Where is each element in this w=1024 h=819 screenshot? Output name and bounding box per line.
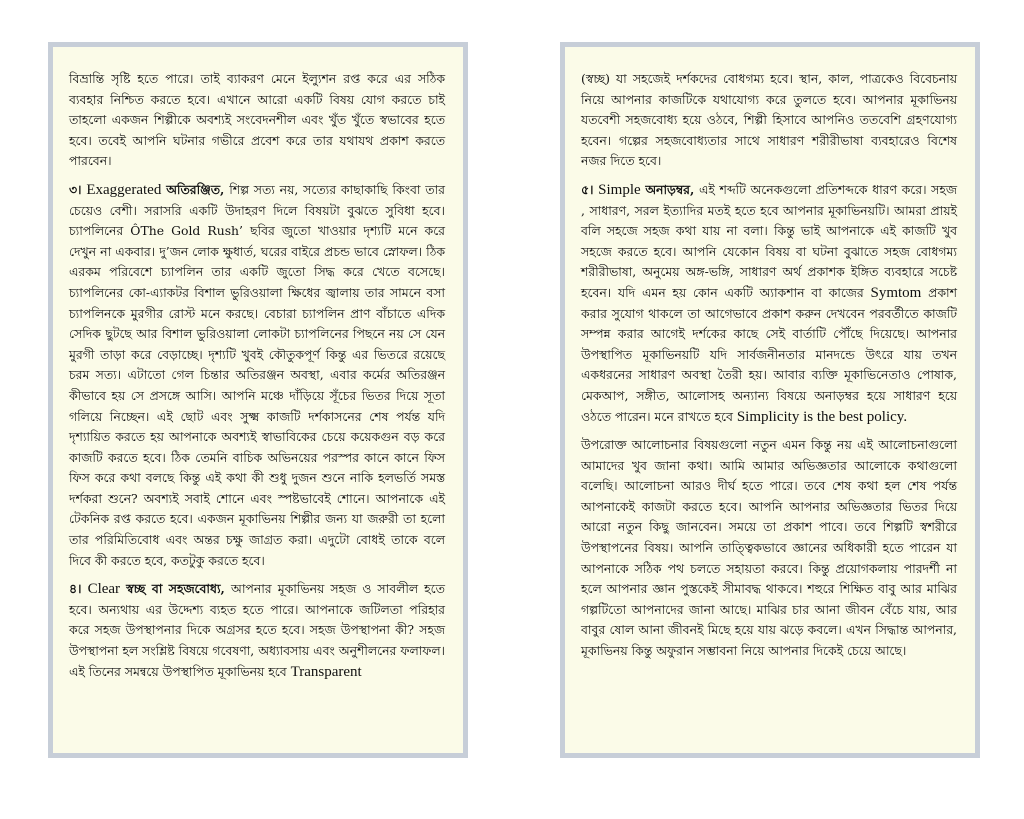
right-page	[560, 42, 980, 758]
section-3-exaggerated	[69, 180, 445, 571]
section-number: ৩।	[69, 181, 82, 197]
section-closing-motto: Simplicity is the best policy.	[736, 408, 908, 425]
section-tail-term: Transparent	[290, 663, 362, 680]
right-paragraph-1: (স্বচ্ছ) যা সহজেই দর্শকদের বোধগম্য হবে। স্থান, কাল, পাত্রকেও বিবেচনায় নিয়ে আপনার কাজটিকে যথাযোগ্য করে তুলতে হবে। আপনার মূকাভিনয় যতবেশী সহজবোধ্য হয়ে ওঠবে, শিল্পী হিসাবে আপনিও ততবেশি গ্রহণযোগ্য হবেন। গল্পের সহজবোধ্যতার সাথে সাধারণ শরীরীভাষা ব্যবহারেও বিশেষ নজর দিতে হবে।	[581, 71, 957, 169]
section-body-continued: প্রকাশ করার সুযোগ থাকলে তা আগেভাবে প্রকাশ করুন দেখবেন পরবর্তীতে কাজটি সম্পন্ন করার আগেই দর্শকের কাছে সেই বার্তাটি পৌঁছে দিয়েছে। আপনার উপস্থাপিত মূকাভিনয়টি যদি সার্বজনীনতার মানদন্ডে উৎরে যায় তখন একধরনের সাধারণ অবস্থা তৈরী হয়। আবার ব্যক্তি মূকাভিনেতাও পোষাক, মেকআপ, সঙ্গীত, আলোসহ অন্যান্য বিষয়ে অনাড়ম্বর হয়ে সাধারণ হয়ে ওঠতে পারেন। মনে রাখতে হবে	[581, 284, 957, 424]
section-body: এই শব্দটি অনেকগুলো প্রতিশব্দকে ধারণ করে। সহজ , সাধারণ, সরল ইত্যাদির মতই হতে হবে আপনার মূকাভিনয়টি। আমরা প্রায়ই বলি সহজে সহজ কথা যায় না বলা। কিন্তু ভাই আপনাকে এই কাজটি খুব সহজে করতে হবে। আপনি যেকোন বিষয় বা ঘটনা বুঝাতে সহজ বোধগম্য শরীরীভাষা, অনুমেয় অঙ্গ-ভঙ্গি, সাধারণ অর্থ প্রকাশক ইঙ্গিত ব্যবহারে সচেষ্ট হবেন। যদি এমন হয় কোন একটি অ্যাকশান বা কাজের	[581, 181, 957, 300]
section-heading: অনাড়ম্বর,	[645, 181, 695, 197]
section-term: Exaggerated	[86, 181, 162, 198]
right-paragraph-conclusion: উপরোক্ত আলোচনার বিষয়গুলো নতুন এমন কিন্তু নয় এই আলোচনাগুলো আমাদের খুব জানা কথা। আমি আমার অভিজ্ঞতার আলোকে কথাগুলো বলেছি। আলোচনা আরও দীর্ঘ হতে পারে। তবে শেষ কথা হল শেষ পর্যন্ত আপনাকেই কাজটা করতে হবে। আপনি আপনার অভিজ্ঞতার ভিতর দিয়ে আরো নতুন কিছু জানবেন। সময়ে তা প্রকাশ পাবে। তবে শিল্পটি স্বশরীরে উপস্থাপনের বিষয়। আপনি তাত্ত্বিকভাবে জ্ঞানের অধিকারী হতে পারেন যা আপনাকে সঠিক পথ চলতে সহায়তা করবে। কিন্তু প্রয়োগকলায় পারদর্শী না হলে আপনার জ্ঞান পুস্তকেই সীমাবদ্ধ থাকবে। শহুরে শিক্ষিত বাবু আর মাঝির গল্পটিতো আপনাদের জানা আছে। মাঝির চার আনা জীবন বেঁচে যায়, আর বাবুর ষোল আনা জীবনই মিছে হয়ে যায় ঝড়ে কবলে। এখন সিদ্ধান্ত আপনার, মূকাভিনয় কিন্তু অফুরান সম্ভাবনা নিয়ে আপনার দিকেই চেয়ে আছে।	[581, 437, 957, 659]
left-page	[48, 42, 468, 758]
section-body: আপনার মূকাভিনয় সহজ ও সাবলীল হতে হবে। অন্যথায় এর উদ্দেশ্য ব্যহত হতে পারে। আপনাকে জটিলতা পরিহার করে সহজ উপস্থাপনার দিকে অগ্রসর হতে হবে। সহজ উপস্থাপনা কী? সহজ উপস্থাপনা হল সংশ্লিষ্ট বিষয়ে গবেষণা, অধ্যাবসায় এবং অনুশীলনের ফলাফল। এই তিনের সমন্বয়ে উপস্থাপিত মূকাভিনয় হবে	[69, 581, 445, 679]
section-number: ৫।	[581, 181, 594, 197]
section-number: ৪।	[69, 581, 82, 597]
section-heading: অতিরঞ্জিত,	[166, 181, 225, 197]
section-heading: স্বচ্ছ বা সহজবোধ্য,	[126, 581, 225, 597]
section-term: Clear	[87, 581, 121, 598]
section-mid-term: Symtom	[870, 284, 922, 301]
section-term: Simple	[598, 181, 641, 198]
section-body: শিল্প সত্য নয়, সত্যের কাছাকাছি কিংবা তার চেয়েও বেশী। সরাসরি একটি উদাহরণ দিলে বিষয়টা বুঝতে সুবিধা হবে। চ্যাপলিনের ÔThe Gold Rush’ ছবির জুতো খাওয়ার দৃশ্যটি মনে করে দেখুন না একবার। দু’জন লোক ক্ষুধার্ত, ঘরের বাইরে প্রচন্ড ভাবে স্নোফল। ঠিক এরকম পরিবেশে চ্যাপলিন তার একটি জুতো সিদ্ধ করে খেতে বসেছে। চ্যাপলিনের কো-এ্যাকটর বিশাল ভুরিওয়ালা ক্ষিধের জ্বালায় তার সামনে বসা চ্যাপলিনকে মুরগীর রোস্ট মনে করছে। বেচারা চ্যাপলিন প্রাণ বাঁচাতে এদিক সেদিক ছুটছে আর বিশাল ভুরিওয়ালা লোকটা চ্যাপলিনের পিছনে নয় সে যেন মুরগী তাড়া করে বেড়াচ্ছে। দৃশ্যটি খুবই কৌতুকপূর্ণ কিন্তু এর ভিতরে রয়েছে চরম সত্য। এটাতো গেল চিন্তার অতিরঞ্জন অবস্থা, এবার কর্মের অতিরঞ্জন কীভাবে হয় সে প্রসঙ্গে আসি। আপনি মঞ্চে দাঁড়িয়ে সূঁচের ভিতর দিয়ে সূতা গলিয়ে নিচ্ছেন। এই ছোট এবং সুক্ষ্ম কাজটি দর্শকাসনের শেষ পর্যন্ত যদি দৃশ্যায়িত করতে হয় আপনাকে অবশ্যই স্বাভাবিকের চেয়ে কয়েকগুন বড় করে কাজটি করতে হবে। ঠিক তেমনি বাচিক অভিনয়ের পরস্পর কানে কানে ফিস ফিস করে কথা বলছে কিন্তু এই কথা কী শুধু দুজন শুনে নাকি হলভর্তি সমস্ত দর্শকরা শুনে? অবশ্যই সবাই শোনে এবং স্পষ্টভাবেই শোনে। আপনাকে এই টেকনিক রপ্ত করতে হবে। একজন মূকাভিনয় শিল্পীর জন্য যা জরুরী তা হলো তার পরিমিতিবোধ এবং অন্তর চক্ষু জাগ্রত করা। এদুটো বোধই তাকে বলে দিবে কী করতে হবে, কতটুকু করতে হবে।	[69, 181, 445, 568]
section-4-clear	[69, 579, 445, 682]
section-5-simple	[581, 180, 957, 427]
left-paragraph-1: বিভ্রান্তি সৃষ্টি হতে পারে। তাই ব্যাকরণ মেনে ইল্যুশন রপ্ত করে এর সঠিক ব্যবহার নিশ্চিত করতে হবে। এখানে আরো একটি বিষয় যোগ করতে চাই তাহলো একজন শিল্পীকে অবশ্যই সংবেদনশীল এবং খুঁত খুঁতে স্বভাবের হতে হবে। তবেই আপনি ঘটনার গভীরে প্রবেশ করে তার যথাযথ প্রকাশ করতে পারবেন।	[69, 71, 445, 169]
